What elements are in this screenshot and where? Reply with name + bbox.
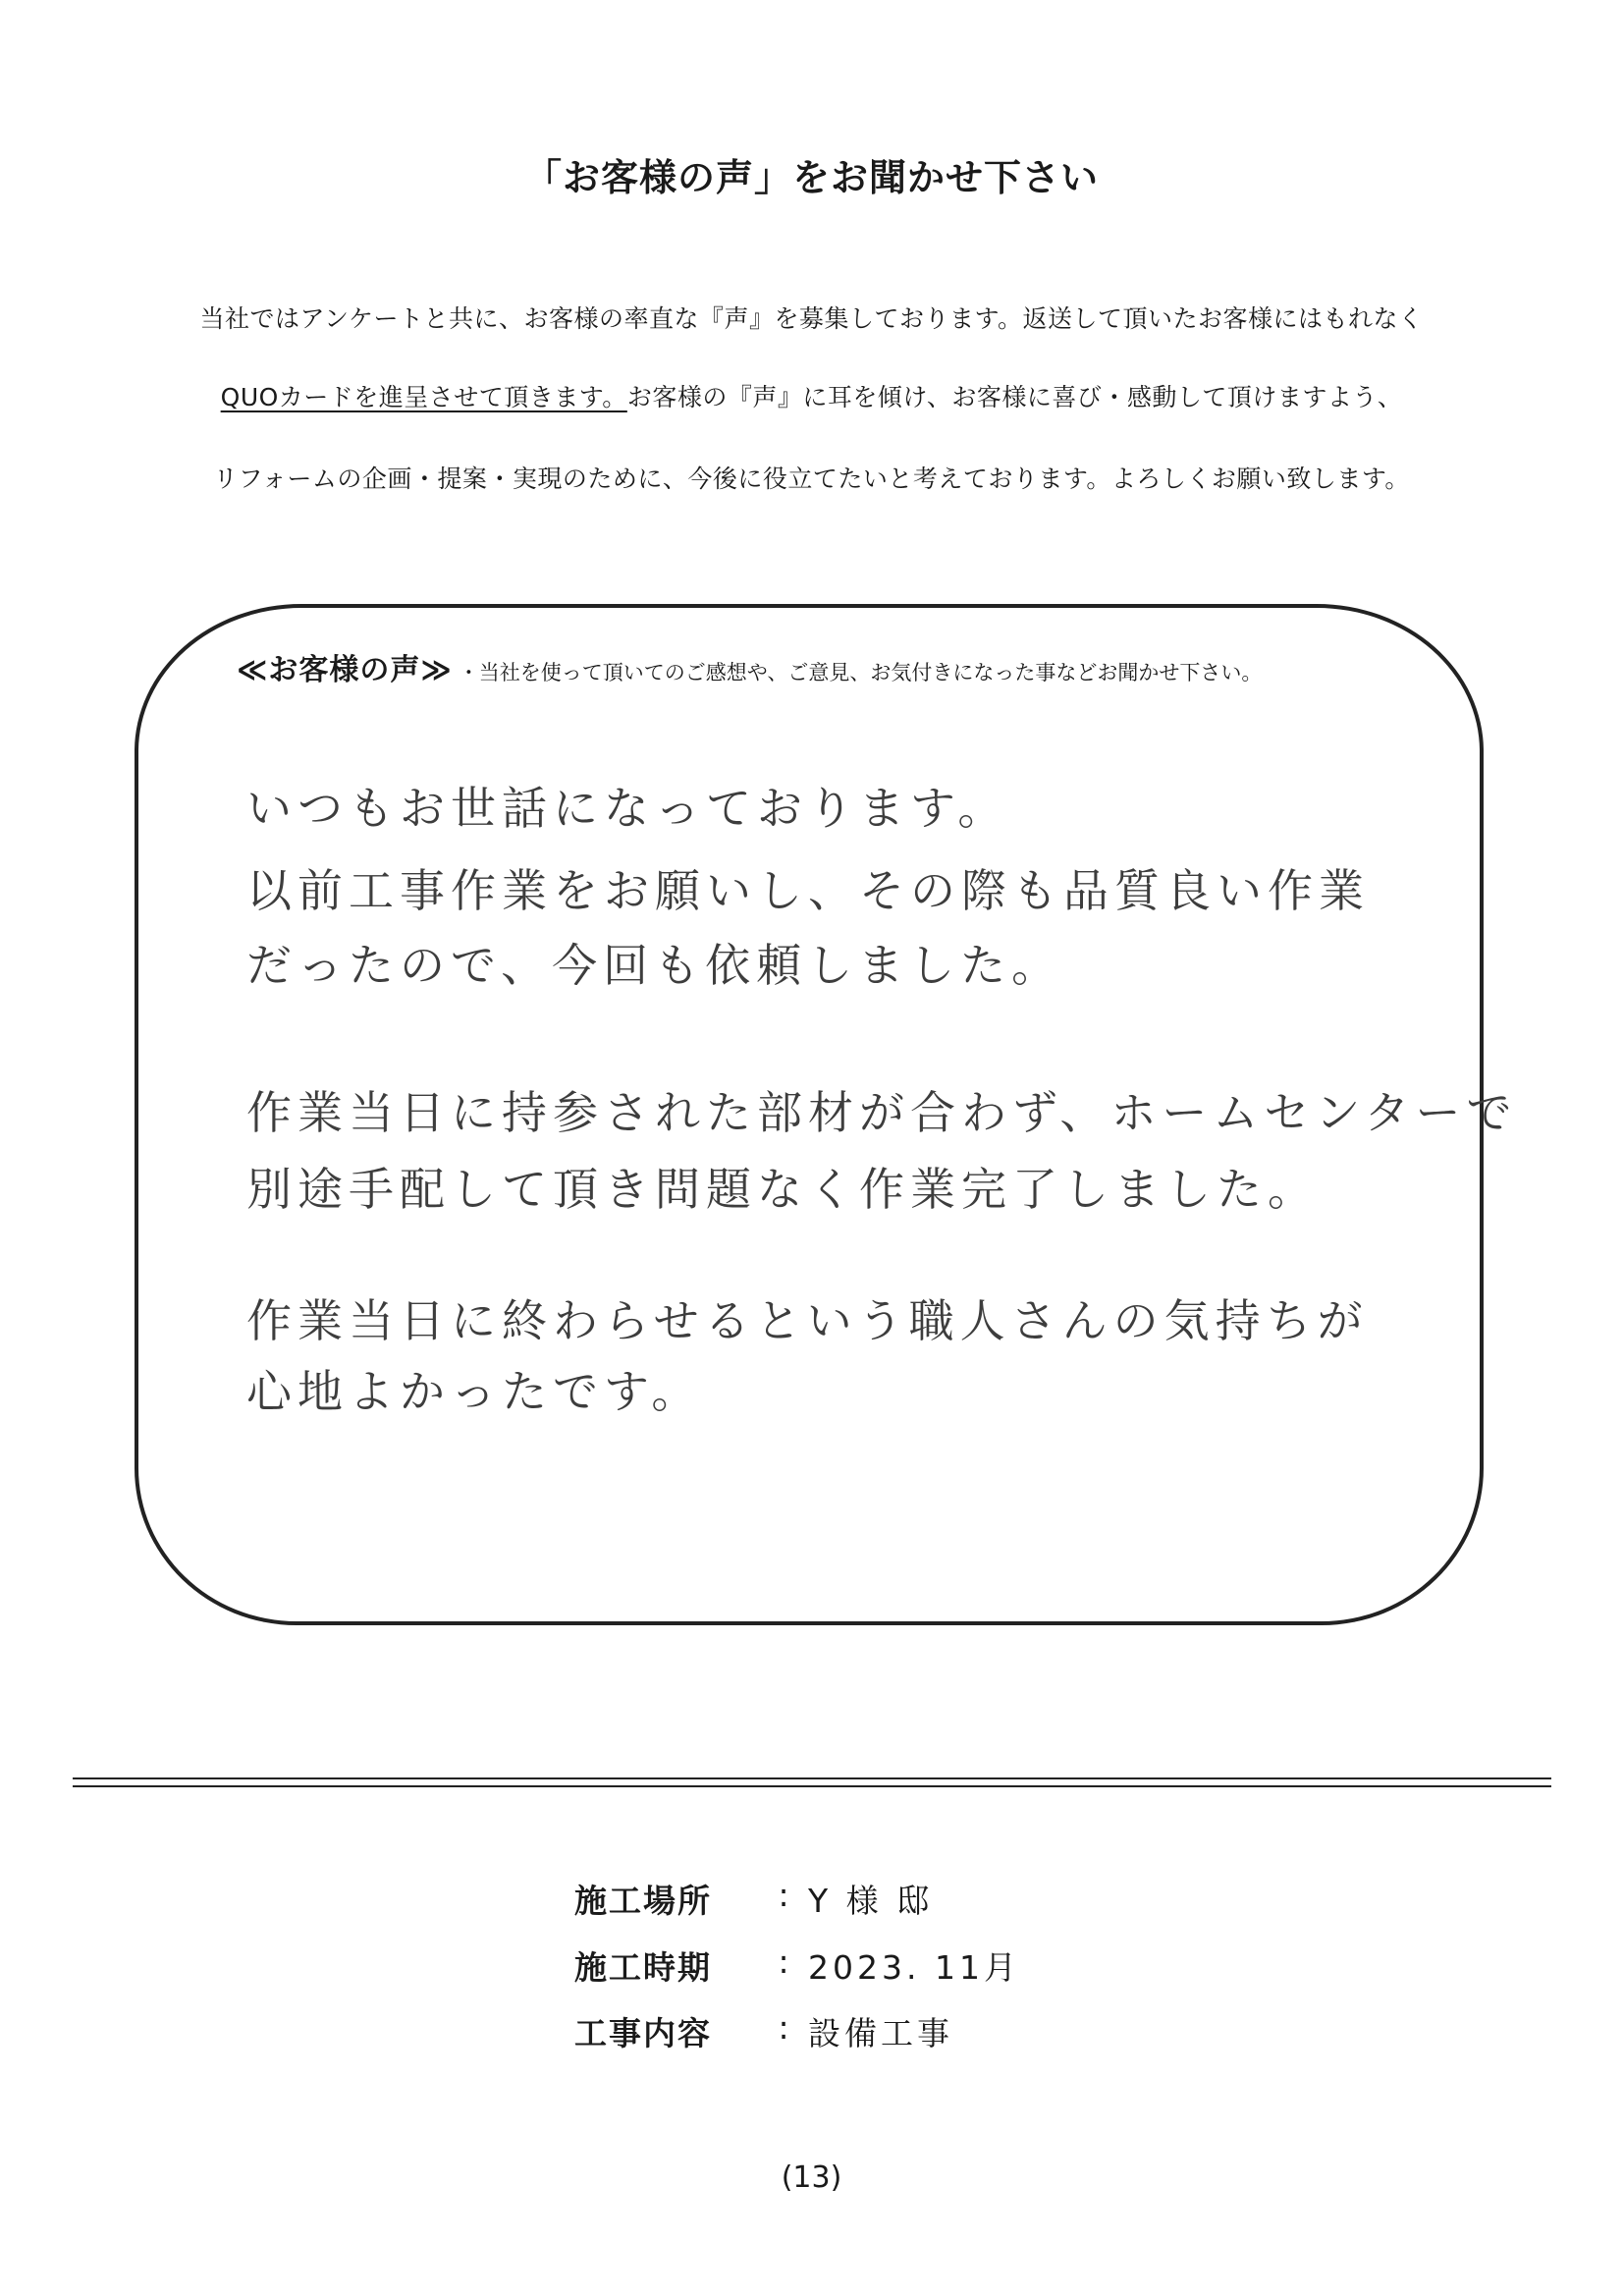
handwritten-line: 心地よかったです。 [246,1365,703,1418]
handwritten-line: いつもお世話になっております。 [246,782,1009,835]
handwritten-line: 別途手配して頂き問題なく作業完了しました。 [246,1163,1319,1216]
handwritten-line: 以前工事作業をお願いし、その際も品質良い作業 [246,864,1370,917]
page-title: 「お客様の声」をお聞かせ下さい [523,156,1099,199]
intro-line-1: 当社ではアンケートと共に、お客様の率直な『声』を募集しております。返送して頂いたお客様にはもれなく [199,304,1424,333]
info-value: 2023. 11月 [808,1948,1020,1987]
handwritten-line: 作業当日に終わらせるという職人さんの気持ちが [246,1294,1369,1347]
info-value: 設備工事 [808,2014,953,2052]
voice-box-title: ≪お客様の声≫ [237,653,453,687]
intro-line-2-rest: お客様の『声』に耳を傾け、お客様に喜び・感動して頂けますよう、 [626,383,1403,411]
handwritten-line: だったので、今回も依頼しました。 [246,939,1063,992]
voice-box-instruction: ・当社を使って頂いてのご感想や、ご意見、お気付きになった事などお聞かせ下さい。 [458,661,1263,684]
info-separator: : [778,2008,791,2047]
info-label: 施工時期 [574,1948,712,1987]
divider-top-line [73,1777,1551,1779]
divider-bottom-line [73,1785,1551,1787]
info-row-period [574,1942,1020,1989]
intro-line-2 [0,378,1623,413]
handwritten-line: 作業当日に持参された部材が合わず、ホームセンターで [246,1086,1518,1139]
voice-box-header [237,645,1262,688]
quo-card-notice: QUOカードを進呈させて頂きます。 [220,383,627,411]
info-label: 施工場所 [574,1882,712,1920]
info-row-work-type [574,2008,953,2054]
page-number: (13) [781,2160,842,2195]
info-value: Y 様 邸 [808,1882,934,1920]
info-label: 工事内容 [574,2014,712,2052]
intro-line-3: リフォームの企画・提案・実現のために、今後に役立てたいと考えております。よろしくお願い致します。 [213,465,1410,493]
info-row-location [574,1876,933,1922]
info-separator: : [778,1942,791,1981]
customer-voice-box [135,604,1518,1625]
info-separator: : [778,1876,791,1914]
